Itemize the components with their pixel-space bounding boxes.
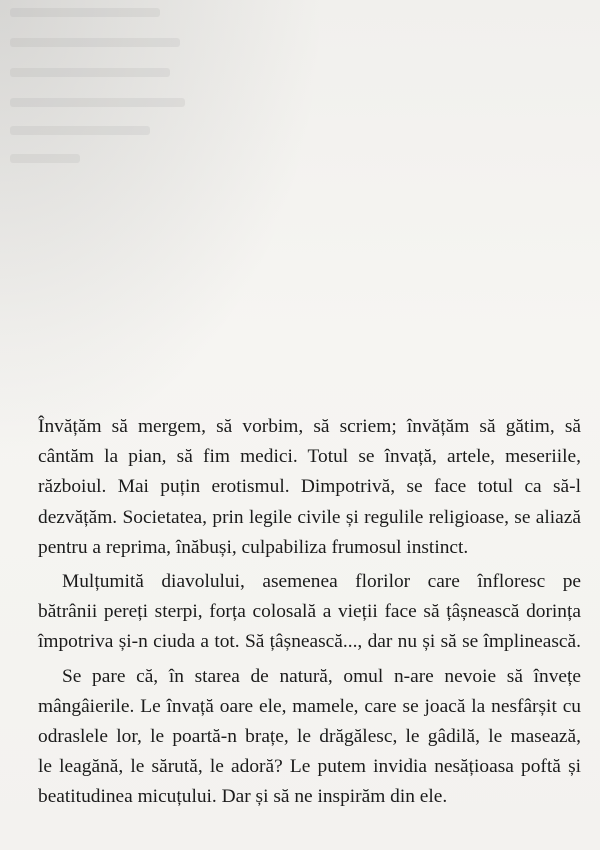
text-line: Mulțumită diavolului, asemenea florilor care înfloresc pe	[62, 570, 581, 592]
paragraph-3	[38, 662, 581, 813]
body-text	[38, 412, 581, 816]
text-line: bătrânii pereți sterpi, forța colosală a vieții face să țâșnească dorința	[38, 601, 581, 623]
text-line: dezvățăm. Societatea, prin legile civile și regulile religioase, se aliază	[38, 506, 581, 528]
text-line: beatitudinea micuțului. Dar și să ne inspirăm din ele.	[38, 786, 448, 808]
text-line: Învățăm să mergem, să vorbim, să scriem; învățăm să gătim, să	[38, 416, 581, 437]
text-line: împotriva și-n ciuda a tot. Să țâșnească..., dar nu și să se împlinească.	[38, 631, 581, 653]
text-line: Se pare că, în starea de natură, omul n-are nevoie să învețe	[62, 665, 581, 687]
paragraph-1	[38, 412, 581, 563]
show-through-text	[0, 0, 220, 170]
text-line: le leagănă, le sărută, le adoră? Le putem invidia nesățioasa poftă și	[38, 756, 581, 778]
paragraph-2	[38, 567, 581, 658]
text-line: odraslele lor, le poartă-n brațe, le drăgălesc, le gâdilă, le masează,	[38, 725, 581, 747]
text-line: cântăm la pian, să fim medici. Totul se învață, artele, meseriile,	[38, 446, 581, 468]
text-line: pentru a reprima, înăbuși, culpabiliza frumosul instinct.	[38, 536, 469, 558]
text-line: războiul. Mai puțin erotismul. Dimpotrivă, se face totul ca să-l	[38, 476, 581, 498]
text-line: mângâierile. Le învață oare ele, mamele, care se joacă la nesfârșit cu	[38, 695, 581, 717]
